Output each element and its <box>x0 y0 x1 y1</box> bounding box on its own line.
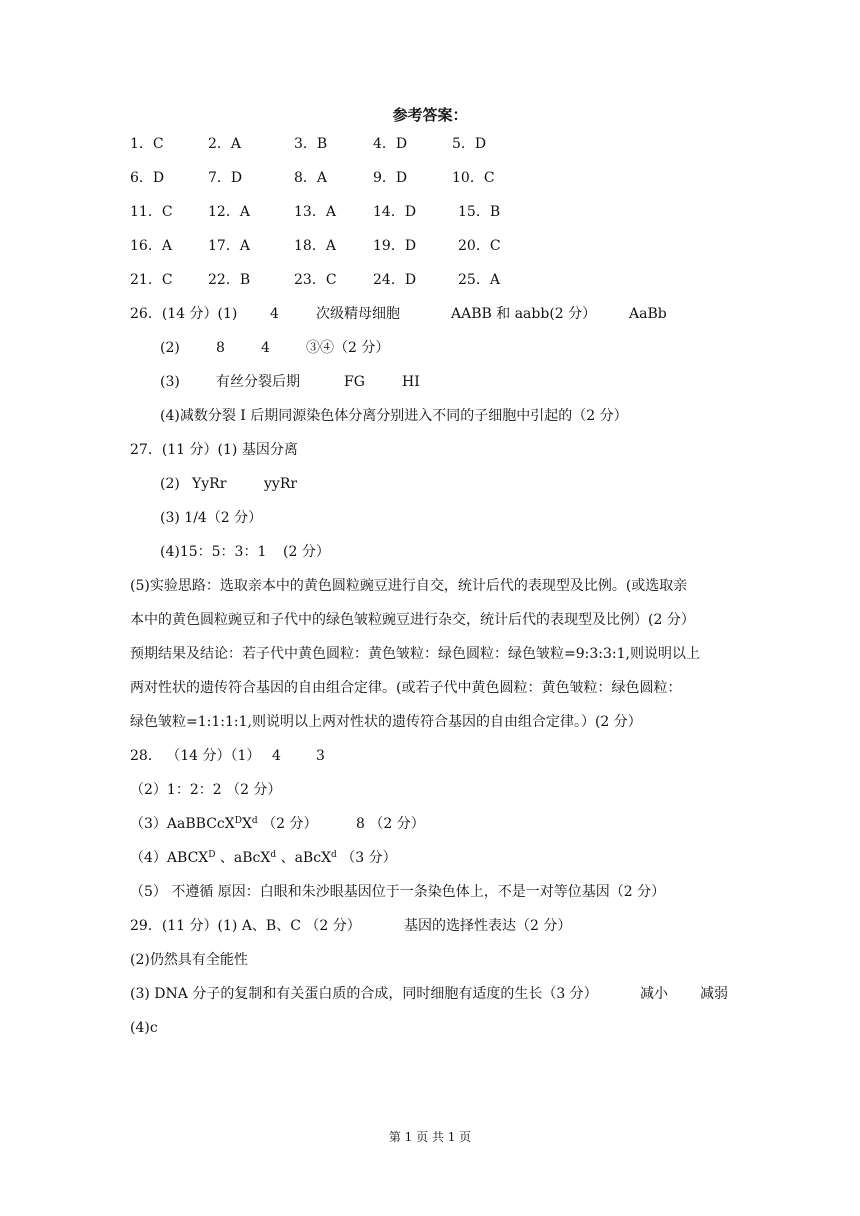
q27-line-9: 绿色皱粒=1:1:1:1,则说明以上两对性状的遗传符合基因的自由组合定律。）(2 分） <box>130 714 642 730</box>
q27-line-5: (5)实验思路：选取亲本中的黄色圆粒豌豆进行自交，统计后代的表现型及比例。(或选取亲 <box>130 578 688 594</box>
text-segment: (2) <box>160 476 180 492</box>
text-segment: 28． （14 分）（1） <box>130 748 261 764</box>
answer-item: 17．A <box>208 238 250 254</box>
text-segment: (3) <box>160 374 180 390</box>
answer-item: 7．D <box>208 170 243 186</box>
superscript: d <box>251 816 258 826</box>
answer-item: 24．D <box>373 272 417 288</box>
answer-item: 20．C <box>458 238 501 254</box>
answer-item: 12．A <box>208 204 250 220</box>
text-segment: 4 <box>272 748 281 764</box>
text-segment: 26．(14 分）(1) <box>130 306 238 322</box>
answer-item: 19．D <box>373 238 417 254</box>
q27-line-8: 两对性状的遗传符合基因的自由组合定律。(或若子代中黄色圆粒：黄色皱粒：绿色圆粒： <box>130 680 682 696</box>
text-segment: 4 <box>261 340 270 356</box>
text-segment: yyRr <box>264 476 298 492</box>
answer-item: 25．A <box>458 272 500 288</box>
answer-item: 6．D <box>130 170 165 186</box>
answer-item: 14．D <box>373 204 417 220</box>
text-segment: 减小 <box>640 986 668 1002</box>
answer-item: 5．D <box>452 136 487 152</box>
answer-item: 22．B <box>208 272 251 288</box>
text-segment: 有丝分裂后期 <box>216 374 300 390</box>
page-footer: 第 1 页 共 1 页 <box>388 1130 472 1144</box>
superscript: D <box>208 850 216 860</box>
text-segment: 29．(11 分）(1) A、B、C （2 分） <box>130 918 361 934</box>
q29-line-2: (2)仍然具有全能性 <box>130 952 248 968</box>
text-segment: FG <box>344 374 365 390</box>
text-segment: 次级精母细胞 <box>316 306 400 322</box>
q27-line-7: 预期结果及结论：若子代中黄色圆粒：黄色皱粒：绿色圆粒：绿色皱粒=9:3:3:1,则说明以上 <box>130 646 700 662</box>
text-segment: AABB 和 aabb(2 分） <box>451 306 597 322</box>
q27-line-1: 27．(11 分）(1) 基因分离 <box>130 442 298 458</box>
genotype-text: $(3)AaBBCcX^DX^d$ （2 分） <box>130 816 318 832</box>
superscript: d <box>331 850 337 860</box>
answer-item: 23．C <box>294 272 337 288</box>
gamete-text: $(4)ABCX^D$ 、aBcX$^d$ 、aBcX$^d$ （3 分） <box>130 850 397 866</box>
text-segment: ③④（2 分） <box>306 340 390 356</box>
text-segment: 3 <box>316 748 325 764</box>
text-segment: (2) <box>160 340 180 356</box>
answer-item: 1．C <box>130 136 164 152</box>
superscript: d <box>270 850 277 860</box>
text-segment: 基因的选择性表达（2 分） <box>404 918 572 934</box>
q29-line-4: (4)c <box>130 1020 158 1036</box>
text-segment: AaBb <box>629 306 667 322</box>
answer-item: 15．B <box>458 204 501 220</box>
text-segment: 4 <box>270 306 279 322</box>
text-segment: 8 <box>216 340 225 356</box>
answer-item: 18．A <box>294 238 336 254</box>
answer-item: 16．A <box>130 238 172 254</box>
text-segment: (4)15：5：3：1 <box>160 544 267 560</box>
answer-item: 4．D <box>373 136 408 152</box>
text-segment: (2 分） <box>283 544 330 560</box>
answer-item: 13．A <box>294 204 336 220</box>
text-segment: YyRr <box>192 476 227 492</box>
text-segment: HI <box>402 374 420 390</box>
q27-line-6: 本中的黄色圆粒豌豆和子代中的绿色皱粒豌豆进行杂交，统计后代的表现型及比例）(2 分） <box>130 612 695 628</box>
answer-item: 9．D <box>373 170 408 186</box>
answer-item: 3．B <box>294 136 328 152</box>
page-title: 参考答案： <box>392 106 468 124</box>
q28-line-2: （2）1：2：2 （2 分） <box>130 782 282 798</box>
answer-item: 21．C <box>130 272 173 288</box>
superscript: D <box>234 816 242 826</box>
text-segment: (3) DNA 分子的复制和有关蛋白质的合成，同时细胞有适度的生长（3 分） <box>130 986 598 1002</box>
q26-line-4: (4)减数分裂 I 后期同源染色体分离分别进入不同的子细胞中引起的（2 分） <box>160 408 628 424</box>
text-segment: 减弱 <box>700 986 728 1002</box>
answer-item: 2．A <box>208 136 242 152</box>
text-segment: 8 （2 分） <box>356 816 425 832</box>
answer-item: 11．C <box>130 204 173 220</box>
answer-item: 10．C <box>452 170 495 186</box>
q27-line-3: (3) 1/4（2 分） <box>160 510 263 526</box>
answer-item: 8．A <box>294 170 328 186</box>
q28-line-5: （5） 不遵循 原因：白眼和朱沙眼基因位于一条染色体上，不是一对等位基因（2 分） <box>130 884 666 900</box>
